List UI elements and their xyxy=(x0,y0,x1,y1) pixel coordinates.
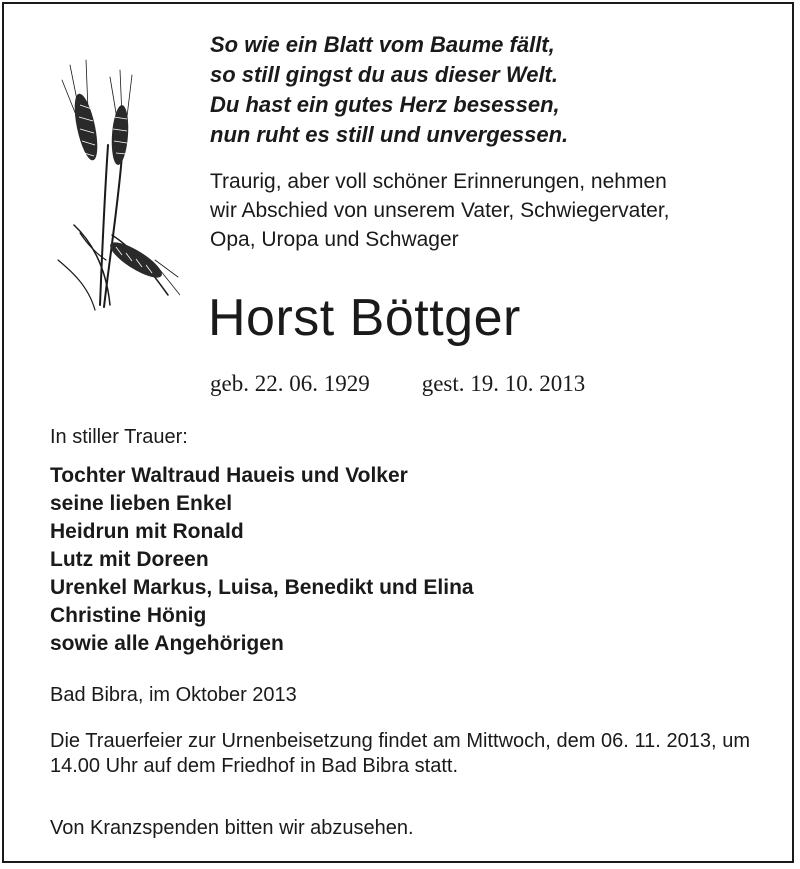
mourner-line: Tochter Waltraud Haueis und Volker xyxy=(50,464,408,487)
death-date: gest. 19. 10. 2013 xyxy=(421,371,586,396)
ceremony-info: Die Trauerfeier zur Urnenbeisetzung findet am Mittwoch, dem 06. 11. 2013, um 14.00 Uhr auf dem Friedhof in Bad Bibra statt. xyxy=(50,730,750,777)
poem-line: nun ruht es still und unvergessen. xyxy=(210,122,569,147)
mourner-line: Lutz mit Doreen xyxy=(50,548,209,571)
wheat-ears-icon xyxy=(40,55,180,320)
mourners-label: In stiller Trauer: xyxy=(50,426,188,448)
mourners-list xyxy=(50,462,474,658)
memorial-poem xyxy=(210,30,568,150)
life-dates xyxy=(210,370,585,398)
farewell-text xyxy=(210,167,790,254)
place-and-date: Bad Bibra, im Oktober 2013 xyxy=(50,684,297,706)
mourner-line: Urenkel Markus, Luisa, Benedikt und Elina xyxy=(50,576,474,599)
mourner-line: seine lieben Enkel xyxy=(50,492,233,515)
deceased-name: Horst Böttger xyxy=(208,289,521,347)
wreath-notice: Von Kranzspenden bitten wir abzusehen. xyxy=(50,817,414,839)
farewell-line: wir Abschied von unserem Vater, Schwiegervater, xyxy=(210,199,670,222)
poem-line: Du hast ein gutes Herz besessen, xyxy=(210,92,560,117)
poem-line: So wie ein Blatt vom Baume fällt, xyxy=(210,32,555,57)
mourner-line: sowie alle Angehörigen xyxy=(50,632,284,655)
farewell-line: Opa, Uropa und Schwager xyxy=(210,228,459,251)
mourner-line: Heidrun mit Ronald xyxy=(50,520,244,543)
poem-line: so still gingst du aus dieser Welt. xyxy=(210,62,558,87)
mourner-line: Christine Hönig xyxy=(50,604,207,627)
farewell-line: Traurig, aber voll schöner Erinnerungen, nehmen xyxy=(210,170,667,193)
birth-date: geb. 22. 06. 1929 xyxy=(210,371,370,396)
